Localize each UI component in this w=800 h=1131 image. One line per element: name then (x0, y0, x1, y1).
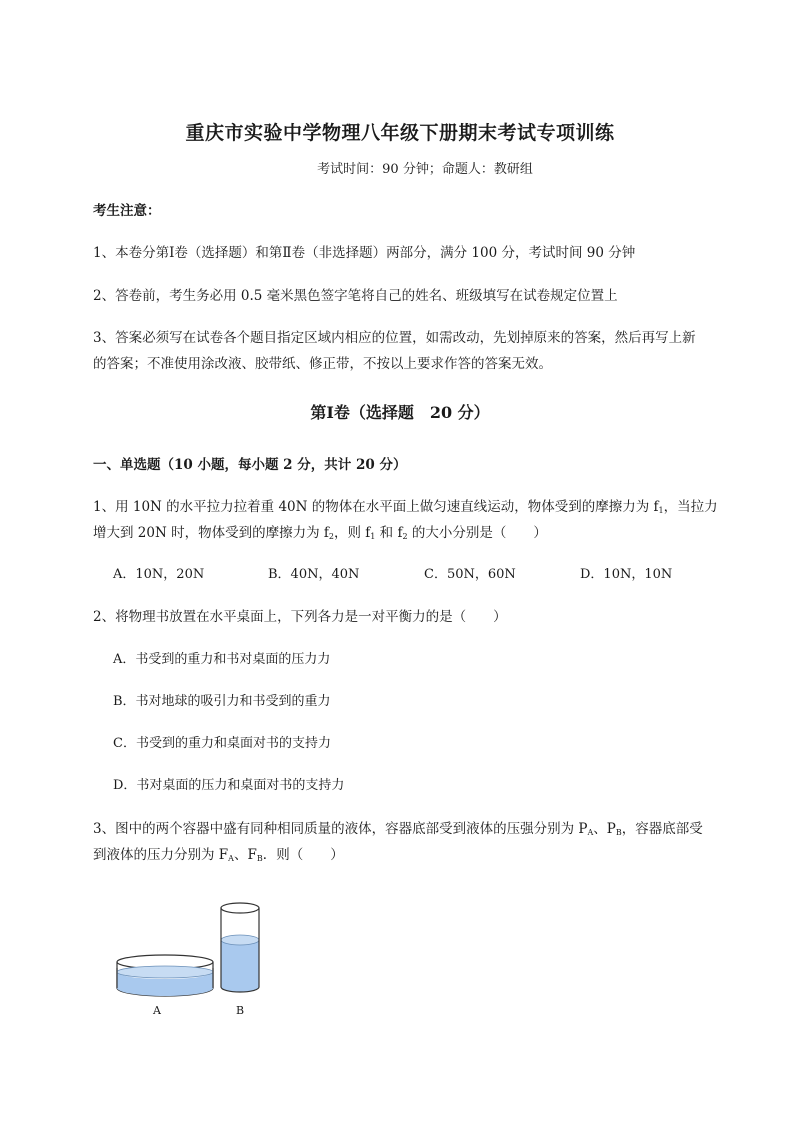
page-title: 重庆市实验中学物理八年级下册期末考试专项训练 (185, 122, 615, 144)
q2-option-c[interactable]: C．书受到的重力和桌面对书的支持力 (113, 736, 331, 751)
q3-sub: B (615, 828, 622, 837)
q3-sub: A (228, 854, 234, 863)
q2-option-a[interactable]: A．书受到的重力和书对桌面的压力力 (113, 652, 331, 667)
q1-sub: 2 (402, 532, 408, 541)
notice-item-3-cont: 的答案；不准使用涂改液、胶带纸、修正带，不按以上要求作答的答案无效。 (93, 356, 552, 372)
liquid-a-surface (117, 966, 213, 978)
q1-text: 和 f (375, 525, 403, 541)
q1-sub: 1 (370, 532, 376, 541)
q1-option-a[interactable]: A．10N，20N (113, 567, 205, 582)
notice-heading: 考生注意： (93, 203, 161, 219)
figure-label-a: A (153, 1004, 161, 1017)
q3-text: 到液体的压力分别为 F (93, 847, 229, 863)
part-heading: 一、单选题（10 小题，每小题 2 分，共计 20 分） (93, 457, 407, 473)
container-a (117, 955, 213, 996)
q1-option-d[interactable]: D．10N，10N (580, 567, 673, 582)
q1-text: 1、用 10N 的水平拉力拉着重 40N 的物体在水平面上做匀速直线运动，物体受到的摩擦力为 f (93, 499, 659, 515)
notice-item-2: 2、答卷前，考生务必用 0.5 毫米黑色签字笔将自己的姓名、班级填写在试卷规定位置上 (93, 288, 618, 304)
q3-text: ，容器底部受 (621, 821, 703, 837)
container-b (221, 903, 259, 992)
q3-text: 、F (233, 847, 257, 863)
q1-option-b[interactable]: B．40N，40N (268, 567, 360, 582)
q3-stem-line2 (93, 842, 753, 872)
q3-sub: B (256, 854, 263, 863)
q2-option-b[interactable]: B．书对地球的吸引力和书受到的重力 (113, 694, 331, 709)
q2-stem: 2、将物理书放置在水平桌面上，下列各力是一对平衡力的是（ ） (93, 609, 507, 625)
q1-option-c[interactable]: C．50N，60N (424, 567, 516, 582)
notice-item-3: 3、答案必须写在试卷各个题目指定区域内相应的位置，如需改动，先划掉原来的答案，然后再写上新 (93, 330, 696, 346)
q1-text: 增大到 20N 时，物体受到的摩擦力为 f (93, 525, 329, 541)
exam-subtitle: 考试时间：90 分钟；命题人：教研组 (317, 162, 533, 177)
q1-text: ，则 f (333, 525, 371, 541)
section-title: 第Ⅰ卷（选择题 20 分） (310, 403, 490, 422)
q1-text: ，当拉力 (663, 499, 718, 515)
q1-sub: 2 (328, 532, 334, 541)
figure-label-b: B (236, 1004, 245, 1017)
q2-option-d[interactable]: D．书对桌面的压力和桌面对书的支持力 (113, 778, 345, 793)
q1-text: 的大小分别是（ ） (407, 525, 547, 541)
liquid-b-surface (221, 935, 259, 945)
q3-text: 3、图中的两个容器中盛有同种相同质量的液体，容器底部受到液体的压强分别为 P (93, 821, 588, 837)
liquid-b (221, 940, 259, 992)
notice-item-1: 1、本卷分第Ⅰ卷（选择题）和第Ⅱ卷（非选择题）两部分，满分 100 分，考试时间 90 分钟 (93, 245, 636, 261)
q3-text: ．则（ ） (262, 847, 344, 863)
q1-sub: 1 (658, 506, 664, 515)
q3-text: 、P (593, 821, 616, 837)
containers-figure (100, 890, 280, 1030)
q3-sub: A (587, 828, 594, 837)
q1-stem-line2 (93, 520, 753, 550)
